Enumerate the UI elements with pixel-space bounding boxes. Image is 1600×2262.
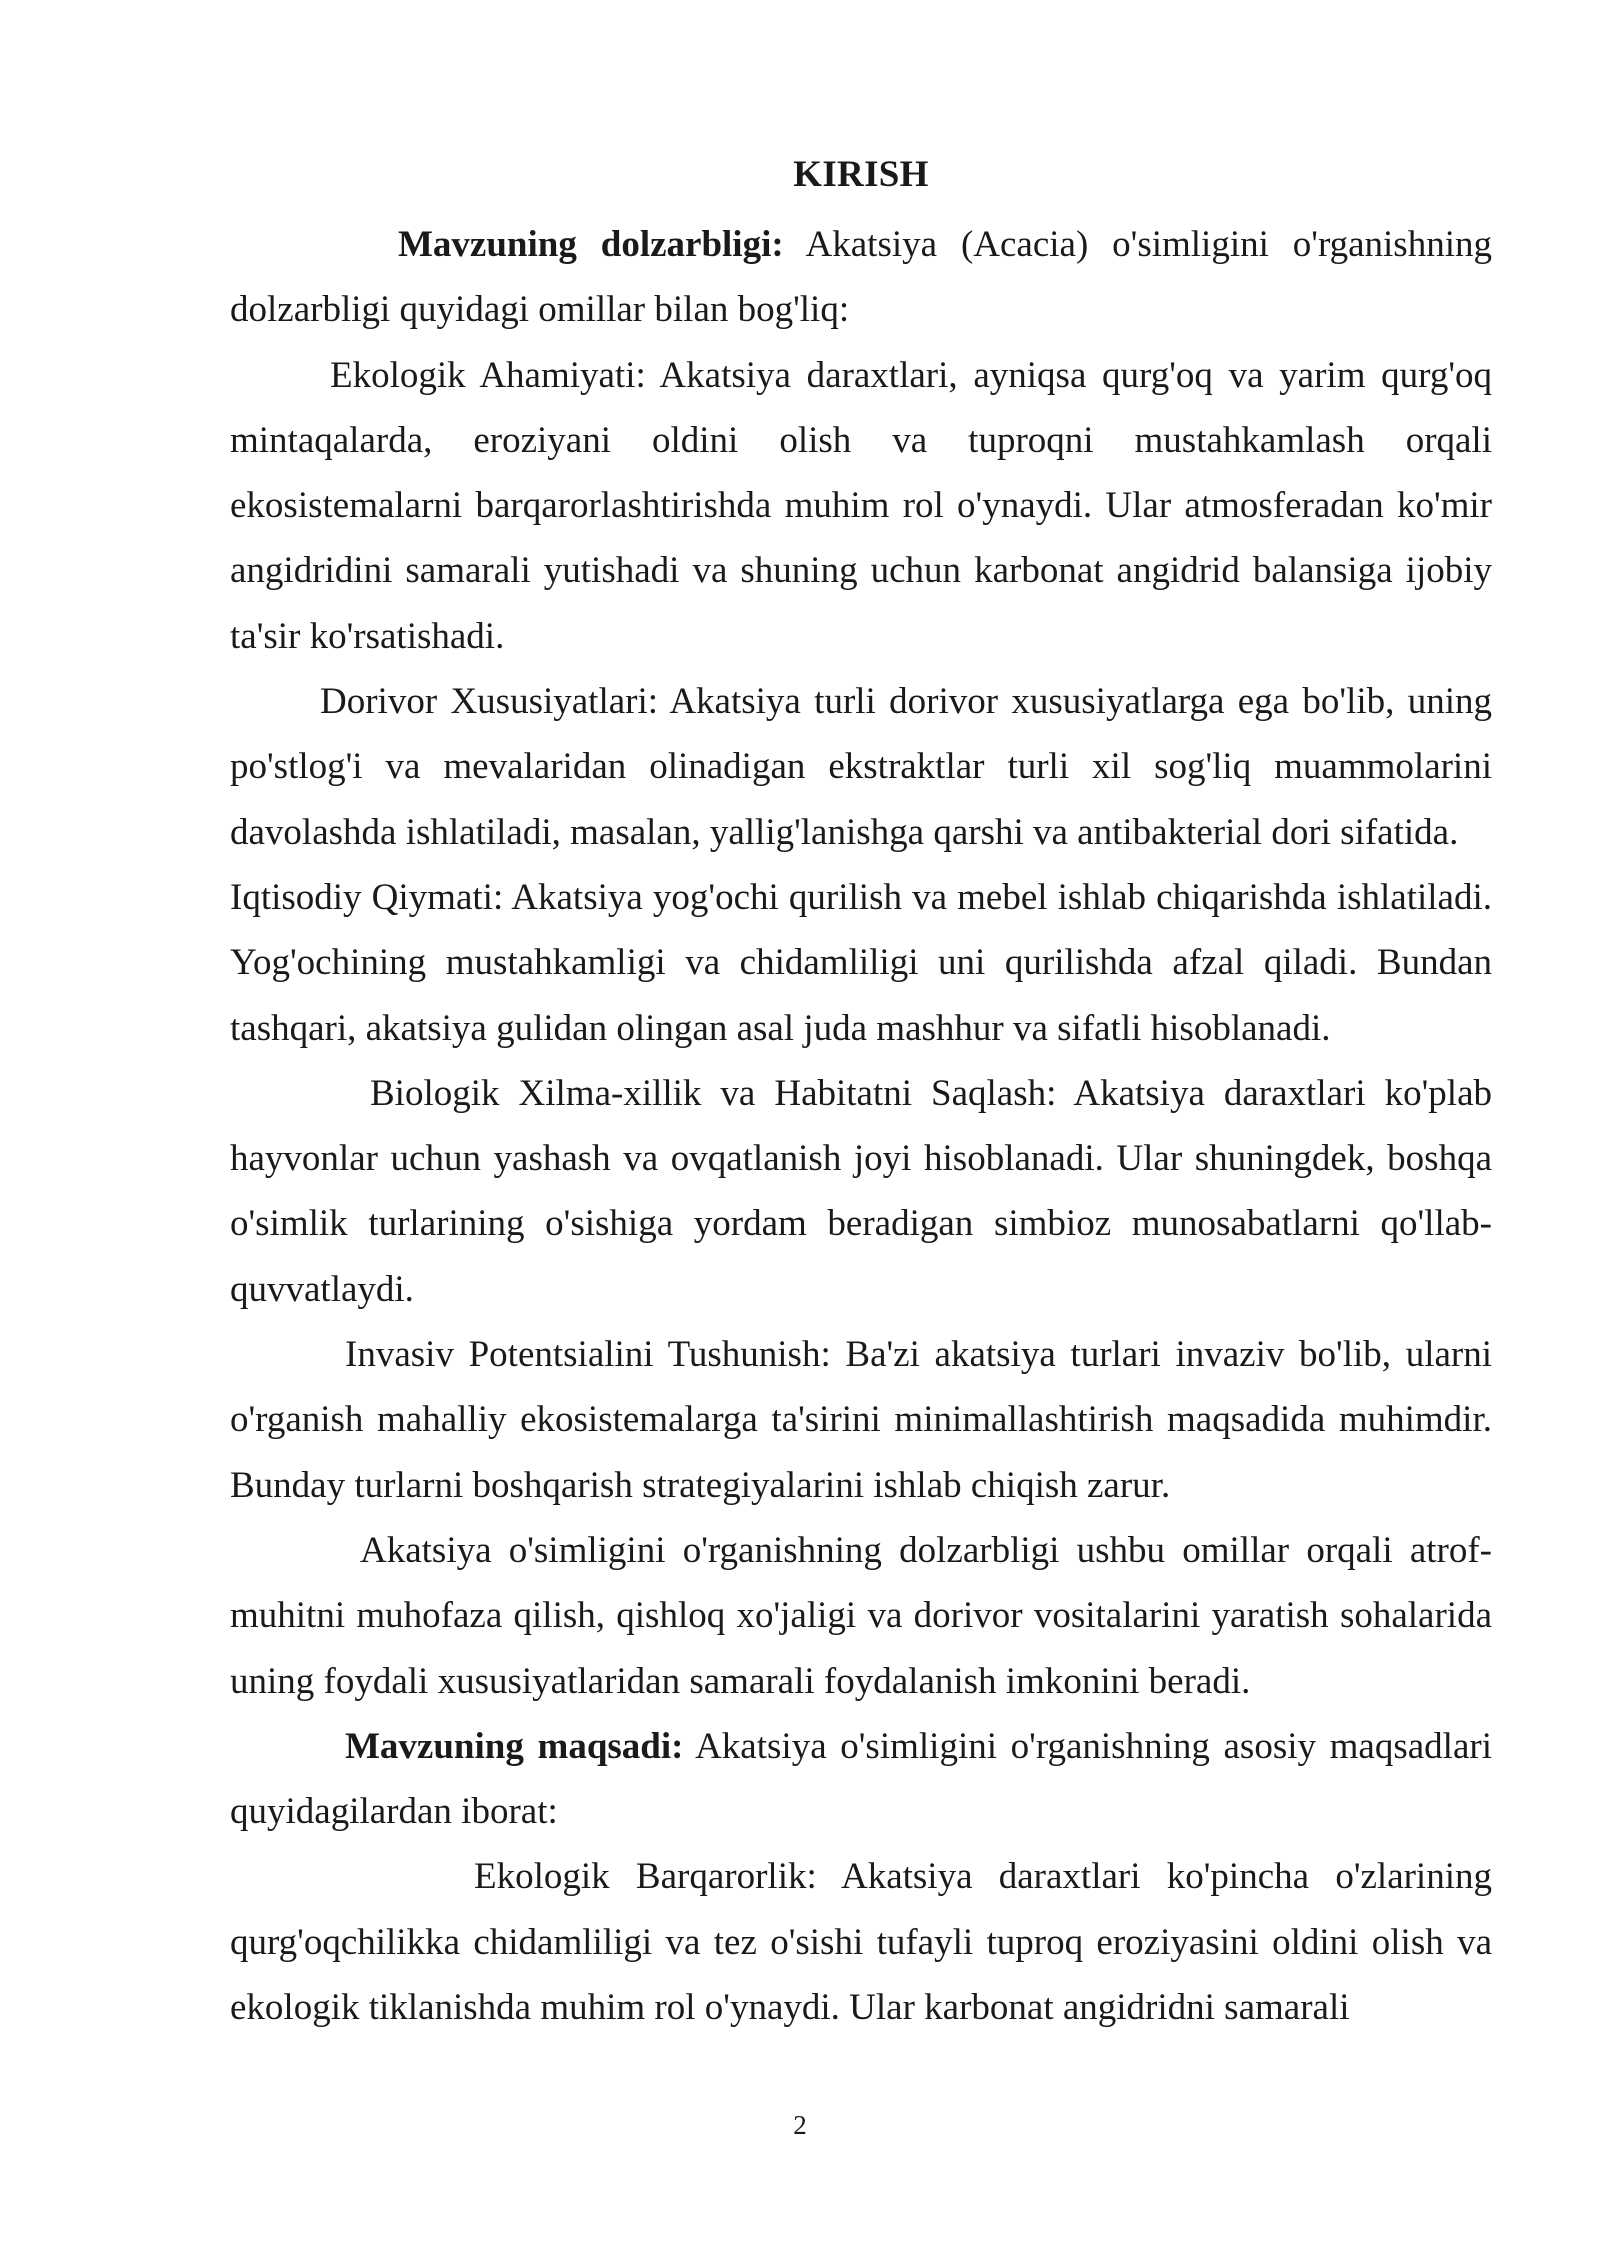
paragraph-ecological-sustainability — [230, 1844, 1492, 2040]
paragraph-relevance-summary — [230, 1518, 1492, 1714]
paragraph-text: Biologik Xilma-xillik va Habitatni Saqlash: Akatsiya daraxtlari ko'plab hayvonlar uchun yashash va ovqatlanish joyi hisoblanadi. Ular shuningdek, boshqa o'simlik turlarining o'sishiga yordam beradigan simbioz munosabatlarni qo'llab-quvvatlaydi. — [230, 1072, 1492, 1310]
paragraph-lead: Mavzuning dolzarbligi: — [398, 224, 784, 265]
paragraph-text: Dorivor Xususiyatlari: Akatsiya turli dorivor xususiyatlarga ega bo'lib, uning po'stlog'i va mevalaridan olinadigan ekstraktlar turli xil sog'liq muammolarini davolashda ishlatiladi, masalan, yallig'lanishga qarshi va antibakterial dori sifatida. — [230, 681, 1492, 853]
page-title: KIRISH — [793, 154, 929, 195]
paragraph-text: Akatsiya (Acacia) o'simligini o'rganishning dolzarbligi quyidagi omillar bilan bog'liq: — [230, 224, 1492, 331]
paragraph-invasive-potential — [230, 1322, 1492, 1518]
paragraph-goal-intro — [230, 1714, 1492, 1845]
paragraph-biodiversity — [230, 1061, 1492, 1322]
document-body — [230, 148, 1492, 2040]
paragraph-text: Akatsiya o'simligini o'rganishning dolzarbligi ushbu omillar orqali atrof-muhitni muhofaza qilish, qishloq xo'jaligi va dorivor vositalarini yaratish sohalarida uning foydali xususiyatlaridan samarali foydalanish imkonini beradi. — [230, 1529, 1492, 1702]
paragraph-text: Akatsiya o'simligini o'rganishning asosiy maqsadlari quyidagilardan iborat: — [230, 1725, 1492, 1833]
paragraph-text: Ekologik Barqarorlik: Akatsiya daraxtlari ko'pincha o'zlarining qurg'oqchilikka chidamliligi va tez o'sishi tufayli tuproq eroziyasini oldini olish va ekologik tiklanishda muhim rol o'ynaydi. Ular karbonat angidridni samarali — [230, 1856, 1492, 2029]
paragraph-economic-value — [230, 865, 1492, 1061]
paragraph-ecological-importance — [230, 343, 1492, 669]
page-number: 2 — [793, 2110, 807, 2140]
paragraph-relevance-intro — [230, 212, 1492, 343]
paragraph-text: Invasiv Potentsialini Tushunish: Ba'zi akatsiya turlari invaziv bo'lib, ularni o'rganish mahalliy ekosistemalarga ta'sirini minimallashtirish maqsadida muhimdir. Bunday turlarni boshqarish strategiyalarini ishlab chiqish zarur. — [230, 1334, 1492, 1506]
paragraph-text: Iqtisodiy Qiymati: Akatsiya yog'ochi qurilish va mebel ishlab chiqarishda ishlatiladi. Yog'ochining mustahkamligi va chidamliligi uni qurilishda afzal qiladi. Bundan tashqari, akatsiya gulidan olingan asal juda mashhur va sifatli hisoblanadi. — [230, 876, 1492, 1049]
paragraph-medicinal-properties — [230, 669, 1492, 865]
paragraph-text: Ekologik Ahamiyati: Akatsiya daraxtlari, ayniqsa qurg'oq va yarim qurg'oq mintaqalarda, eroziyani oldini olish va tuproqni mustahkamlash orqali ekosistemalarni barqarorlashtirishda muhim rol o'ynaydi. Ular atmosferadan ko'mir angidridini samarali yutishadi va shuning uchun karbonat angidrid balansiga ijobiy ta'sir ko'rsatishadi. — [230, 354, 1492, 657]
paragraph-lead: Mavzuning maqsadi: — [345, 1725, 684, 1767]
